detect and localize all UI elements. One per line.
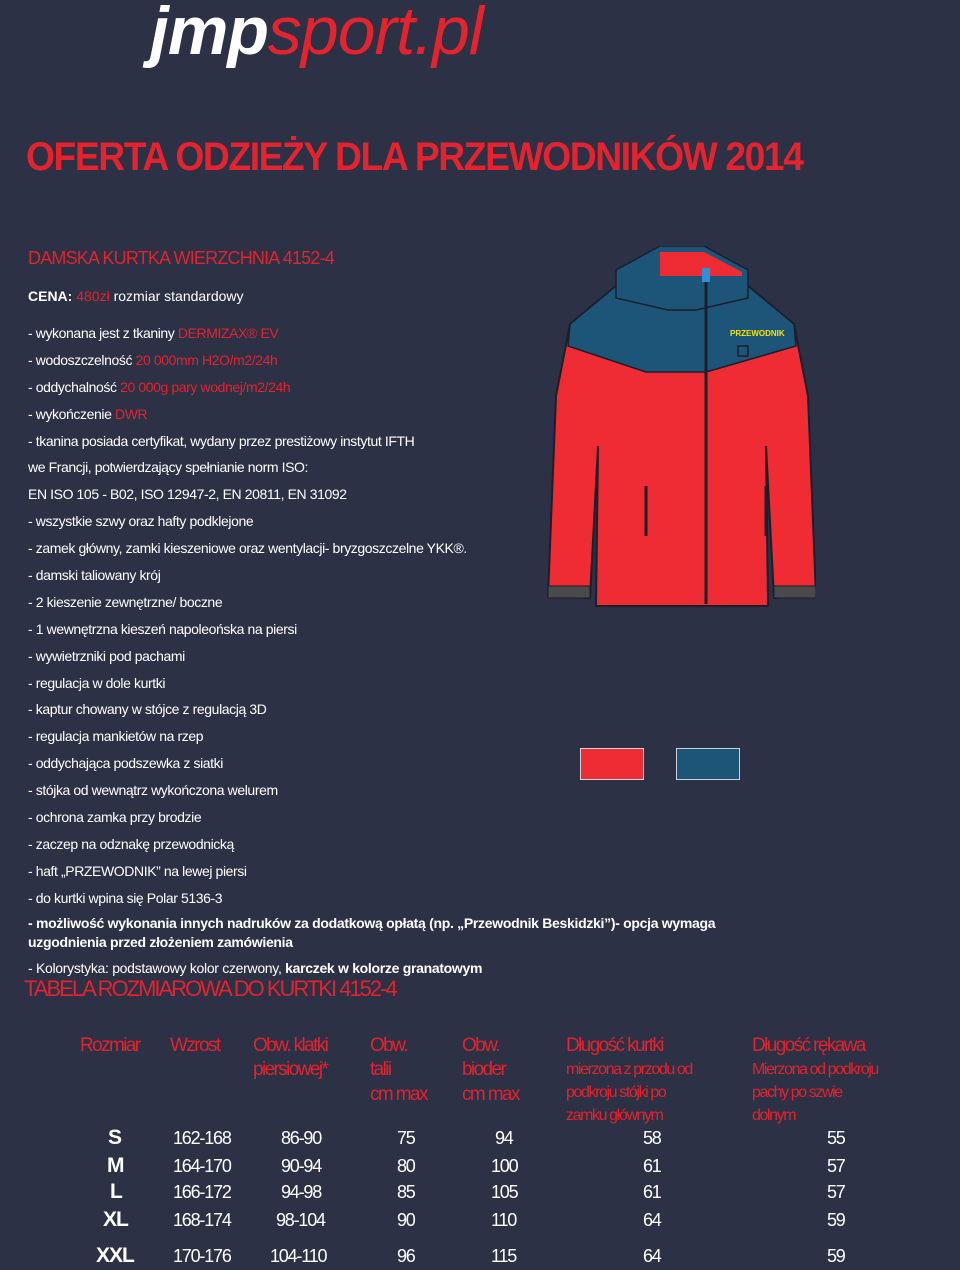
color-scheme-line: - Kolorystyka: podstawowy kolor czerwony, karczek w kolorze granatowym bbox=[28, 960, 483, 976]
header-sleeve: Długość rękawa bbox=[752, 1035, 865, 1056]
brand-logo[interactable] bbox=[150, 0, 483, 69]
feature-item: - zamek główny, zamki kieszeniowe oraz wentylacji- bryzgoszczelne YKK®. bbox=[28, 540, 467, 557]
feature-item: - do kurtki wpina się Polar 5136-3 bbox=[28, 889, 223, 906]
feature-item: - damski taliowany krój bbox=[28, 567, 161, 584]
feature-item: - wykonana jest z tkaniny DERMIZAX® EV bbox=[28, 325, 279, 341]
header-sleeve-note-1: Mierzona od podkroju bbox=[752, 1061, 878, 1078]
feature-item: - haft „PRZEWODNIK” na lewej piersi bbox=[28, 862, 247, 879]
feature-item: we Francji, potwierdzający spełnianie norm ISO: bbox=[28, 459, 308, 476]
feature-item: - wodoszczelność 20 000mm H2O/m2/24h bbox=[28, 351, 278, 368]
price-line bbox=[28, 288, 244, 304]
feature-item: - wywietrzniki pod pachami bbox=[28, 647, 185, 664]
feature-item: - wszystkie szwy oraz hafty podklejone bbox=[28, 513, 254, 530]
feature-item: - stójka od wewnątrz wykończona welurem bbox=[28, 782, 278, 799]
feature-list bbox=[28, 320, 568, 912]
header-hips-2: bioder bbox=[462, 1059, 506, 1080]
feature-item: - zaczep na odznakę przewodnicką bbox=[28, 835, 234, 852]
header-waist-1: Obw. bbox=[370, 1035, 407, 1056]
header-chest-1: Obw. klatki bbox=[253, 1035, 328, 1056]
table-row: XXL 170-176 104-110 96 115 64 59 bbox=[96, 1244, 845, 1267]
header-sleeve-note-2: pachy po szwie bbox=[752, 1084, 842, 1101]
table-row: XL 168-174 98-104 90 110 64 59 bbox=[103, 1208, 845, 1231]
table-row: L 166-172 94-98 85 105 61 57 bbox=[110, 1180, 845, 1203]
page-title: OFERTA ODZIEŻY DLA PRZEWODNIKÓW 2014 bbox=[26, 135, 803, 179]
feature-item: - oddychająca podszewka z siatki bbox=[28, 755, 223, 772]
color-swatch-red bbox=[580, 748, 644, 780]
feature-item: - regulacja mankietów na rzep bbox=[28, 728, 204, 745]
feature-item: - regulacja w dole kurtki bbox=[28, 674, 166, 691]
header-length-note-1: mierzona z przodu od bbox=[566, 1061, 692, 1078]
logo-part-jmp: jmp bbox=[150, 0, 268, 69]
header-size: Rozmiar bbox=[80, 1035, 140, 1056]
feature-item: EN ISO 105 - B02, ISO 12947-2, EN 20811, EN 31092 bbox=[28, 486, 347, 503]
chest-embroidery: PRZEWODNIK bbox=[730, 329, 785, 338]
header-height: Wzrost bbox=[170, 1035, 220, 1056]
feature-item: - tkanina posiada certyfikat, wydany przez prestiżowy instytut IFTH bbox=[28, 432, 415, 449]
header-hips-1: Obw. bbox=[462, 1035, 499, 1056]
feature-item: - 1 wewnętrzna kieszeń napoleońska na piersi bbox=[28, 620, 297, 637]
header-waist-2: talii bbox=[370, 1059, 391, 1080]
table-row: M 164-170 90-94 80 100 61 57 bbox=[107, 1154, 845, 1177]
table-row: S 162-168 86-90 75 94 58 55 bbox=[108, 1126, 845, 1149]
header-chest-2: piersiowej* bbox=[253, 1059, 328, 1080]
header-sleeve-note-3: dolnym bbox=[752, 1107, 796, 1124]
product-title: DAMSKA KURTKA WIERZCHNIA 4152-4 bbox=[28, 248, 334, 268]
feature-item: - 2 kieszenie zewnętrzne/ boczne bbox=[28, 593, 223, 610]
size-table-title: TABELA ROZMIAROWA DO KURTKI 4152-4 bbox=[24, 976, 396, 1001]
feature-item: - kaptur chowany w stójce z regulacją 3D bbox=[28, 701, 267, 718]
logo-part-sport: sport.pl bbox=[267, 0, 483, 69]
header-length-note-2: podkroju stójki po bbox=[566, 1084, 666, 1101]
custom-print-note: - możliwość wykonania innych nadruków za dodatkową opłatą (np. „Przewodnik Beskidzki”)- opcja wymaga uzgodnienia przed złożeniem zamówienia bbox=[28, 915, 716, 950]
feature-item: - wykończenie DWR bbox=[28, 405, 148, 422]
header-hips-3: cm max bbox=[462, 1084, 519, 1105]
price-label: CENA: bbox=[28, 288, 73, 304]
price-note: rozmiar standardowy bbox=[113, 288, 244, 304]
feature-item: - oddychalność 20 000g pary wodnej/m2/24h bbox=[28, 378, 291, 395]
price-value: 480zł bbox=[76, 288, 110, 304]
feature-item: - ochrona zamka przy brodzie bbox=[28, 809, 202, 826]
color-swatch-navy bbox=[676, 748, 740, 780]
header-length: Długość kurtki bbox=[566, 1035, 663, 1056]
header-waist-3: cm max bbox=[370, 1084, 427, 1105]
header-length-note-3: zamku głównym bbox=[566, 1107, 663, 1124]
jacket-illustration bbox=[536, 246, 816, 616]
